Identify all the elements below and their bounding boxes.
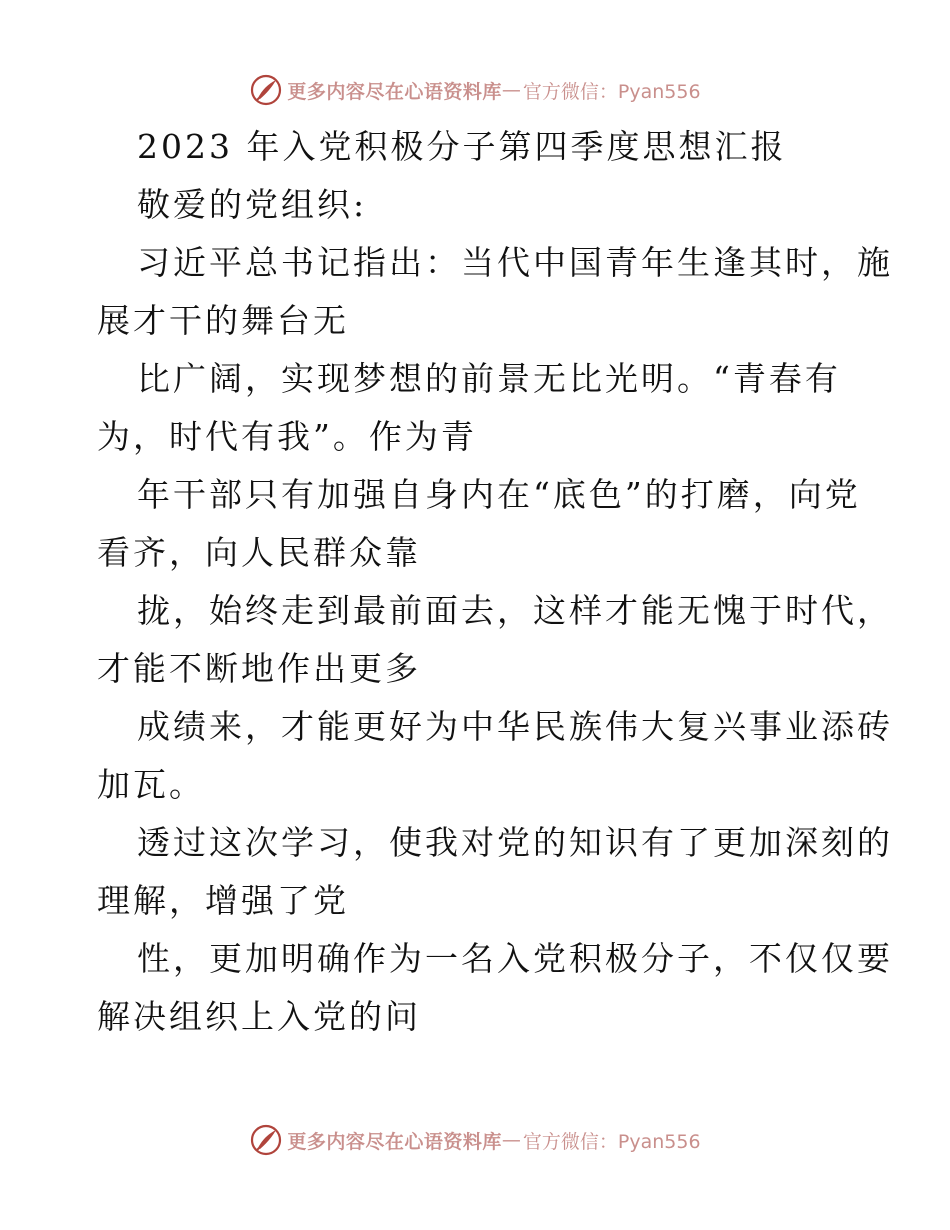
quill-pen-logo-icon bbox=[249, 73, 283, 107]
document-title: 2023 年入党积极分子第四季度思想汇报 bbox=[137, 127, 787, 166]
text-line: 拢，始终走到最前面去，这样才能无愧于时代， bbox=[137, 591, 893, 630]
banner-separator: — bbox=[501, 1129, 521, 1151]
document-body bbox=[97, 118, 893, 1046]
text-line: 为，时代有我”。作为青 bbox=[97, 417, 477, 456]
banner-separator: — bbox=[501, 79, 521, 101]
text-line: 解决组织上入党的问 bbox=[97, 997, 421, 1036]
text-line: 加瓦。 bbox=[97, 765, 205, 804]
text-line: 透过这次学习，使我对党的知识有了更加深刻的 bbox=[137, 823, 893, 862]
banner-brand-text: 更多内容尽在心语资料库 bbox=[287, 1130, 502, 1153]
footer-watermark-banner bbox=[0, 1120, 950, 1160]
text-line: 看齐，向人民群众靠 bbox=[97, 533, 421, 572]
text-line: 才能不断地作出更多 bbox=[97, 649, 421, 688]
text-line: 年干部只有加强自身内在“底色”的打磨，向党 bbox=[137, 475, 861, 514]
banner-wechat-text: 官方微信：Pyan556 bbox=[522, 80, 701, 103]
text-line: 比广阔，实现梦想的前景无比光明。“青春有 bbox=[137, 359, 841, 398]
text-line: 理解，增强了党 bbox=[97, 881, 349, 920]
header-watermark-banner bbox=[0, 70, 950, 110]
salutation: 敬爱的党组织: bbox=[137, 185, 368, 224]
banner-wechat-text: 官方微信：Pyan556 bbox=[522, 1130, 701, 1153]
text-line: 性，更加明确作为一名入党积极分子，不仅仅要 bbox=[137, 939, 893, 978]
banner-brand-text: 更多内容尽在心语资料库 bbox=[287, 80, 502, 103]
text-line: 成绩来，才能更好为中华民族伟大复兴事业添砖 bbox=[137, 707, 893, 746]
text-line: 展才干的舞台无 bbox=[97, 301, 349, 340]
quill-pen-logo-icon bbox=[249, 1123, 283, 1157]
text-line: 习近平总书记指出：当代中国青年生逢其时，施 bbox=[137, 243, 893, 282]
